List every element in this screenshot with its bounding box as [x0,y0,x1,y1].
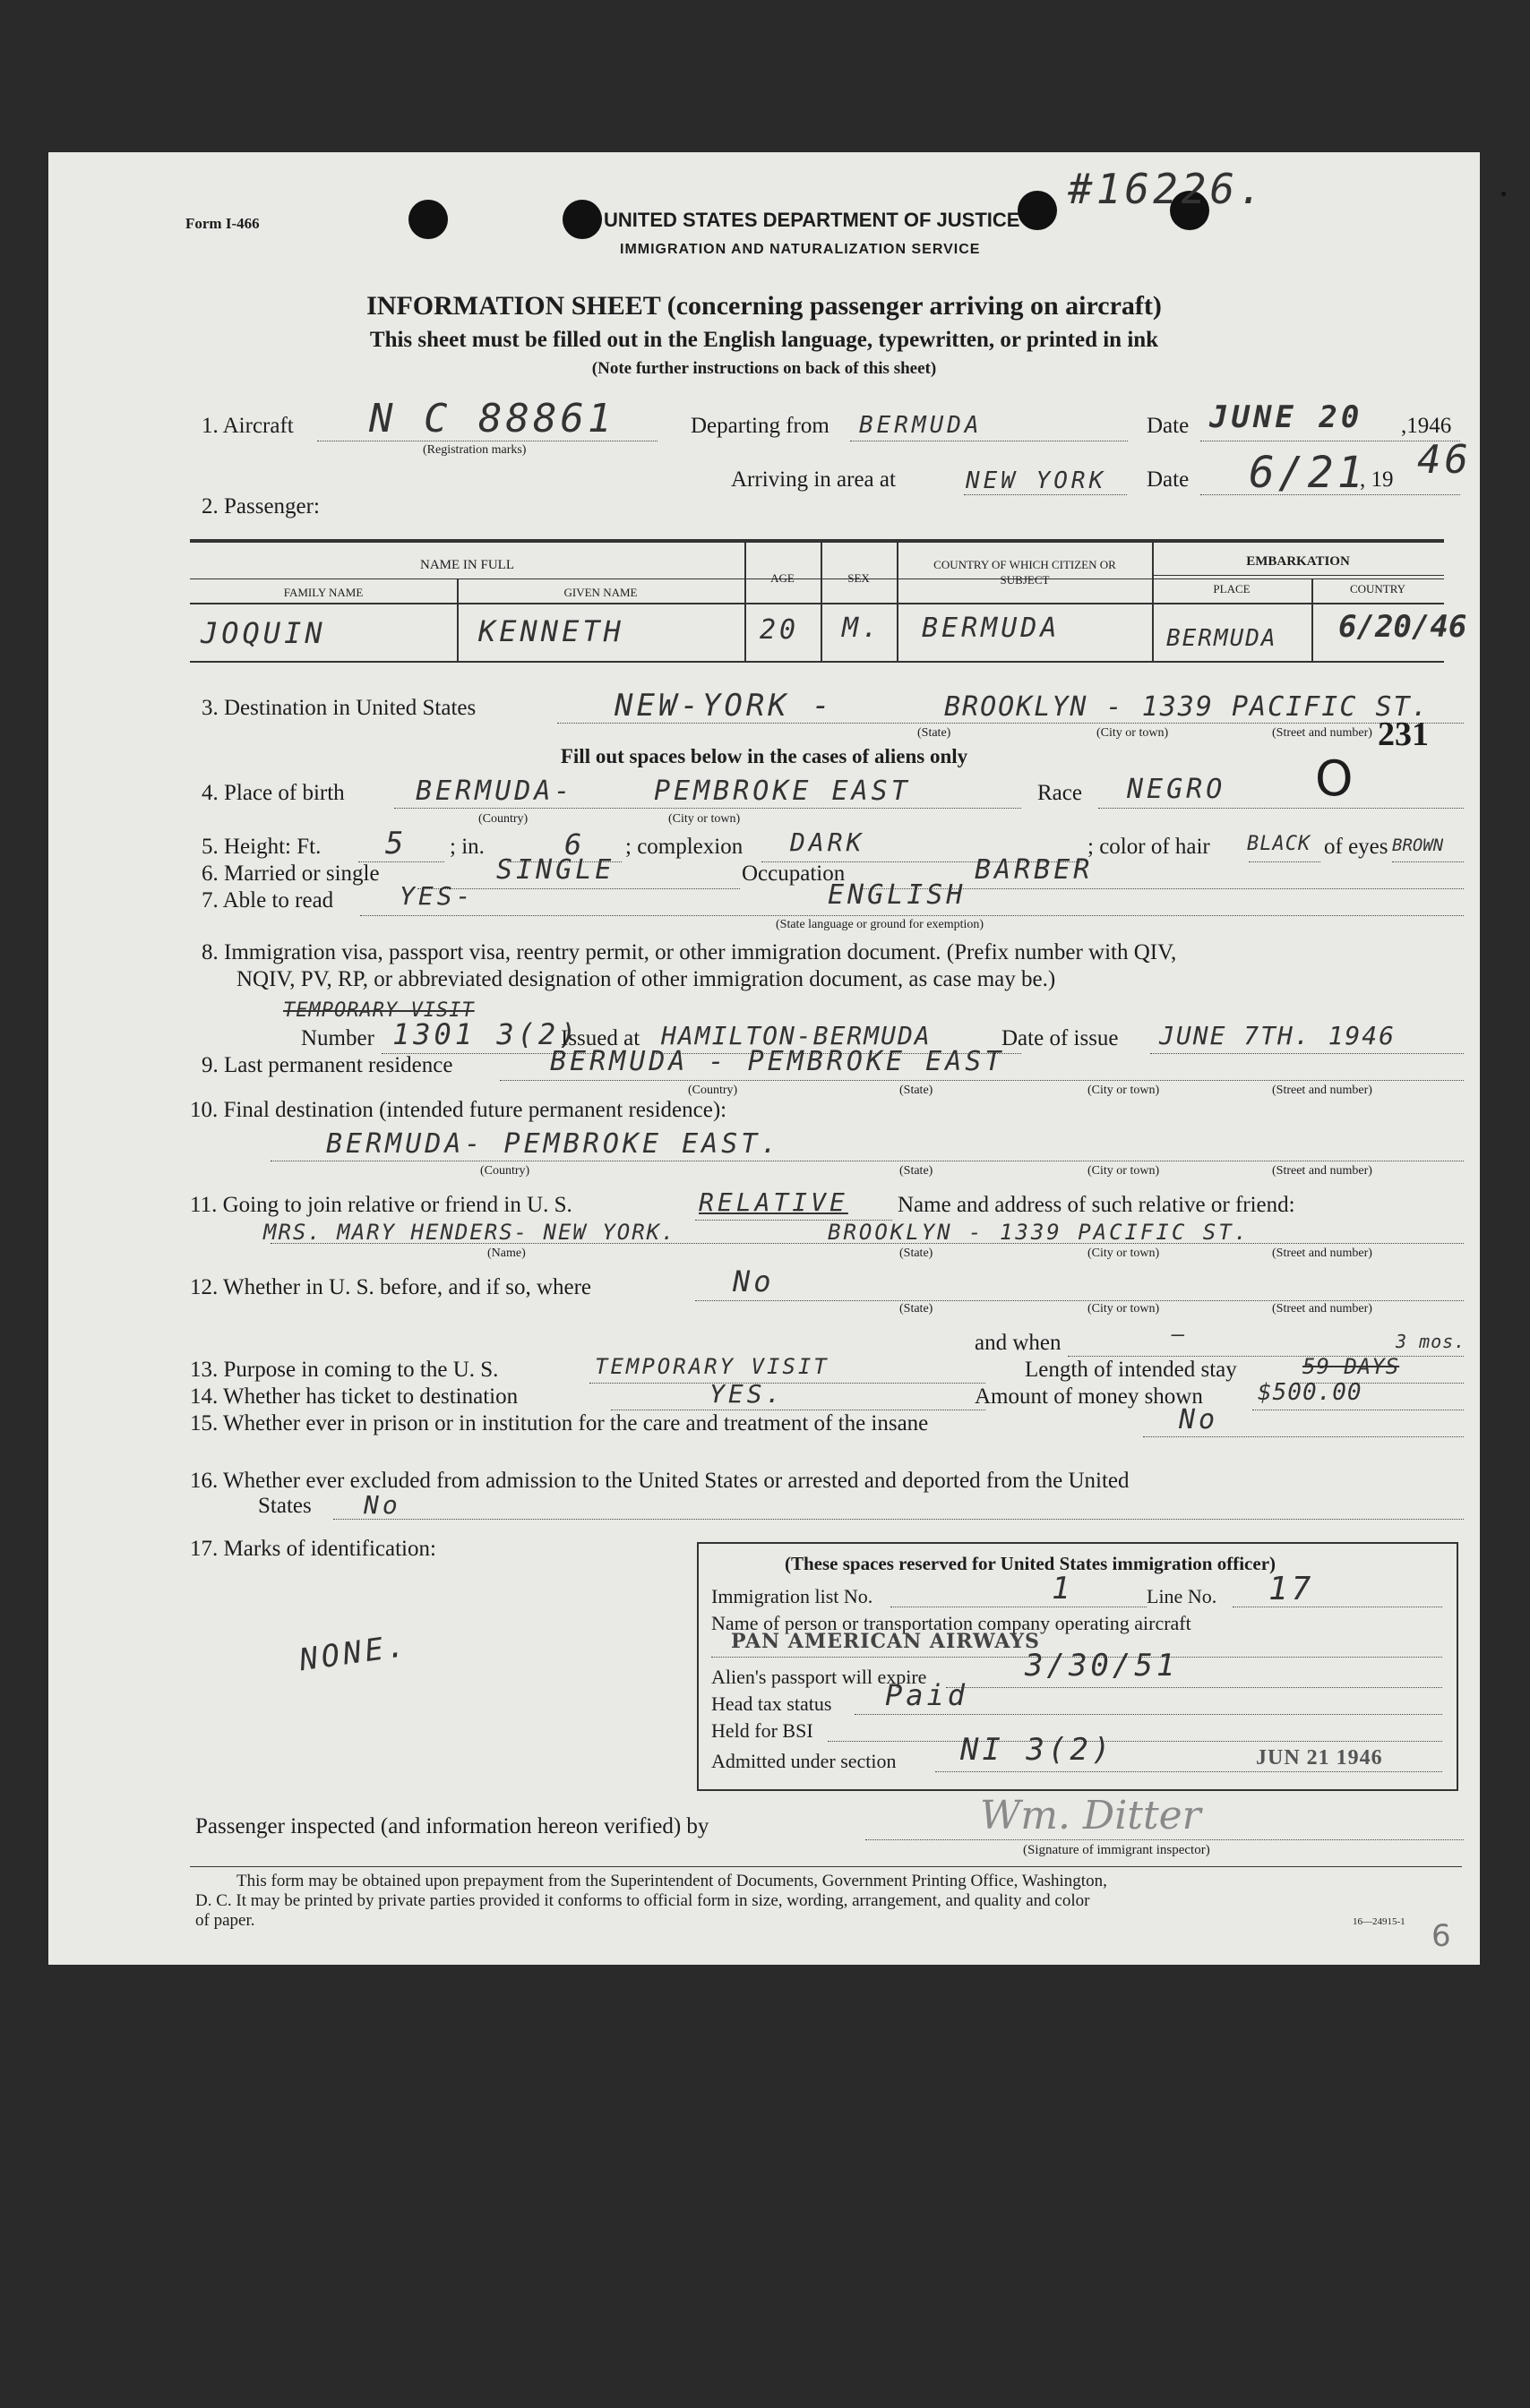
passenger-label: 2. Passenger: [202,494,320,518]
official-heading: (These spaces reserved for United States immigration officer) [785,1553,1276,1574]
embark-divider [1152,575,1444,576]
height-in: 6 [564,827,586,861]
departing-value: BERMUDA [859,412,983,439]
arr-date-year: , 19 [1360,467,1394,492]
stay-value: 59 DAYS [1302,1354,1400,1379]
residence-line [500,1080,1464,1081]
passenger-country: BERMUDA [922,613,1061,644]
complexion-label: ; complexion [625,835,744,859]
form-number: Form I-466 [185,215,260,232]
issued-value: HAMILTON-BERMUDA [661,1021,932,1050]
race-mark: O [1315,750,1354,807]
residence-value: BERMUDA - PEMBROKE EAST [550,1046,1005,1077]
cap-res-country: (Country) [688,1084,738,1097]
section-line [935,1771,1442,1772]
aircraft-label: 1. Aircraft [202,414,294,438]
race-line [1098,808,1464,809]
signature-caption: (Signature of immigrant inspector) [1023,1843,1210,1857]
form-note: (Note further instructions on back of this sheet) [591,359,937,378]
visa-number-label: Number [301,1026,374,1050]
passenger-given: KENNETH [478,614,624,648]
birth-city: PEMBROKE EAST [654,776,911,807]
col-divider [821,543,822,661]
issued-label: Issued at [561,1026,640,1050]
money-value: $500.00 [1258,1379,1362,1406]
cap-join-state: (State) [899,1247,933,1260]
when-label: and when [975,1331,1062,1355]
cap-res-street: (Street and number) [1272,1084,1372,1097]
when-value: — [1172,1322,1189,1347]
excluded-line [333,1519,1464,1520]
header-age: AGE [770,571,795,585]
before-value: No [733,1264,775,1298]
ticket-value: YES. [709,1379,785,1409]
operator-value: PAN AMERICAN AIRWAYS [731,1630,1040,1653]
arriving-label: Arriving in area at [731,467,896,492]
final-label: 10. Final destination (intended future permanent residence): [190,1098,727,1122]
cap-join-street: (Street and number) [1272,1247,1372,1260]
departing-label: Departing from [691,414,829,438]
form-subtitle: This sheet must be filled out in the English language, typewritten, or printed in ink [369,328,1159,352]
arriving-value: NEW YORK [966,467,1107,494]
cap-final-state: (State) [899,1164,933,1178]
height-in-label: ; in. [450,835,485,859]
visa-number: 1301 3(2) [392,1017,580,1051]
section-label: Admitted under section [711,1750,897,1772]
join-address: BROOKLYN - 1339 PACIFIC ST. [828,1220,1251,1245]
cap-final-city: (City or town) [1087,1164,1160,1178]
marks-value: NONE. [297,1627,411,1679]
birth-label: 4. Place of birth [202,781,345,805]
cap-join-city: (City or town) [1087,1247,1160,1260]
table-head-border [190,603,1444,604]
passenger-family: JOQUIN [201,616,326,650]
date-year: ,1946 [1401,414,1452,438]
operator-label: Name of person or transportation company operating aircraft [711,1612,1191,1634]
join-value: RELATIVE [699,1187,848,1217]
cap-before-street: (Street and number) [1272,1302,1372,1315]
purpose-line [589,1383,985,1384]
punch-hole [408,200,448,239]
arr-year-suffix: 46 [1417,437,1472,483]
read-caption: (State language or ground for exemption) [776,918,984,931]
doi-label: Date of issue [1001,1026,1119,1050]
table-bottom-border [190,661,1444,663]
complexion-value: DARK [790,827,865,857]
tax-label: Head tax status [711,1692,832,1715]
race-value: NEGRO [1127,774,1226,805]
read-label: 7. Able to read [202,888,334,913]
signature-line [865,1839,1464,1840]
marks-label: 17. Marks of identification: [190,1537,436,1561]
bsi-line [828,1741,1442,1742]
bsi-label: Held for BSI [711,1719,813,1742]
visa-label: 8. Immigration visa, passport visa, reentry permit, or other immigration document. (Prefix number with QIV, [202,940,1177,964]
punch-hole [563,200,602,239]
cap-birth-city: (City or town) [668,812,741,826]
when-line [1068,1356,1464,1357]
excluded-label-2: States [258,1494,312,1518]
line-value: 17 [1268,1571,1315,1607]
cap-res-city: (City or town) [1087,1084,1160,1097]
arr-date-label: Date [1147,467,1190,492]
cap-before-state: (State) [899,1302,933,1315]
passport-line [946,1687,1442,1688]
department-name: UNITED STATES DEPARTMENT OF JUSTICE [604,209,1020,231]
header-family: FAMILY NAME [283,586,364,599]
passenger-place: BERMUDA [1166,625,1277,652]
cap-state: (State) [917,726,951,740]
service-name: IMMIGRATION AND NATURALIZATION SERVICE [620,242,981,257]
prison-line [1143,1436,1464,1437]
header-embarkation: EMBARKATION [1246,554,1350,569]
header-name-in-full: NAME IN FULL [420,558,514,572]
hair-value: BLACK [1247,833,1311,855]
line-label: Line No. [1147,1585,1217,1607]
stay-label: Length of intended stay [1025,1358,1237,1382]
occupation-value: BARBER [975,854,1094,886]
section-stamp: JUN 21 1946 [1256,1746,1383,1770]
table-top-border [190,539,1444,543]
cap-city: (City or town) [1096,726,1169,740]
inspector-signature: Wm. Ditter [980,1793,1201,1838]
aircraft-value: N C 88861 [369,396,615,441]
race-label: Race [1037,781,1082,805]
cap-final-street: (Street and number) [1272,1164,1372,1178]
eyes-line [1392,861,1464,862]
doi-line [1150,1053,1464,1054]
col-divider [744,543,746,661]
cap-res-state: (State) [899,1084,933,1097]
col-divider [897,543,898,661]
excluded-label: 16. Whether ever excluded from admission to the United States or arrested and deported from the United [190,1469,1130,1493]
eyes-value: BROWN [1392,836,1444,855]
visa-label-2: NQIV, PV, RP, or abbreviated designation of other immigration document, as case may be.) [236,967,1056,991]
destination-state: NEW-YORK - [615,688,834,724]
list-label: Immigration list No. [711,1585,873,1607]
ticket-label: 14. Whether has ticket to destination [190,1384,519,1409]
passenger-sex: M. [842,613,882,644]
frame-dot [1501,192,1506,196]
purpose-value: TEMPORARY VISIT [595,1354,829,1379]
read-language: ENGLISH [828,879,967,911]
join-name: MRS. MARY HENDERS- NEW YORK. [263,1220,676,1245]
page-number: 6 [1431,1918,1451,1954]
arriving-line [964,494,1127,495]
hair-line [1249,861,1320,862]
header-place: PLACE [1213,582,1251,596]
destination-label: 3. Destination in United States [202,696,477,720]
read-value: YES- [400,881,475,911]
tax-value: Paid [885,1678,969,1712]
arr-date-value: 6/21 [1249,448,1367,498]
residence-label: 9. Last permanent residence [202,1053,453,1077]
prison-label: 15. Whether ever in prison or in institution for the care and treatment of the insane [190,1411,929,1435]
join-label: 11. Going to join relative or friend in U. S. [190,1193,572,1217]
header-given: GIVEN NAME [563,586,638,599]
read-line [360,915,1464,916]
occupation-label: Occupation [742,861,846,886]
final-value: BERMUDA- PEMBROKE EAST. [326,1128,781,1160]
birth-country: BERMUDA- [416,776,574,807]
date-label: Date [1147,414,1190,438]
passenger-age: 20 [760,614,800,646]
footer-text-2: D. C. It may be printed by private parties provided it conforms to official form in size, wording, arrangement, and quality and color [195,1891,1090,1910]
reg-caption: (Registration marks) [423,443,527,457]
stamp-number: 231 [1378,716,1429,753]
footer-text-3: of paper. [195,1911,255,1930]
punch-hole [1018,191,1057,230]
list-value: 1 [1052,1571,1074,1607]
height-ft: 5 [385,826,408,861]
cap-before-city: (City or town) [1087,1302,1160,1315]
married-label: 6. Married or single [202,861,380,886]
cap-final-country: (Country) [480,1164,530,1178]
footer-rule [190,1866,1462,1867]
stay-correction: 3 mos. [1396,1331,1466,1352]
destination-city: BROOKLYN - 1339 PACIFIC ST. [944,691,1430,723]
date-value: JUNE 20 [1209,399,1363,435]
prison-value: No [1179,1404,1219,1435]
section-value: NI 3(2) [960,1732,1114,1768]
eyes-label: of eyes [1324,835,1388,859]
file-number: #16226. [1068,165,1267,213]
header-sex: SEX [847,571,870,585]
height-label: 5. Height: Ft. [202,835,322,859]
header-emb-country: COUNTRY [1349,582,1406,596]
footer-code: 16—24915-1 [1353,1916,1405,1927]
before-line [695,1300,1464,1301]
join-label-2: Name and address of such relative or friend: [898,1193,1295,1217]
married-value: SINGLE [496,854,615,886]
hair-label: ; color of hair [1087,835,1210,859]
footer-text-1: This form may be obtained upon prepayment from the Superintendent of Documents, Government Printing Office, Washington, [236,1872,1107,1890]
aliens-heading: Fill out spaces below in the cases of aliens only [560,745,968,767]
cap-join-name: (Name) [487,1247,526,1260]
form-title: INFORMATION SHEET (concerning passenger arriving on aircraft) [366,291,1162,321]
form-paper [48,152,1480,1965]
header-country: COUNTRY OF WHICH CITIZEN OR SUBJECT [933,558,1116,587]
inspected-label: Passenger inspected (and information hereon verified) by [195,1814,709,1838]
purpose-label: 13. Purpose in coming to the U. S. [190,1358,499,1382]
before-label: 12. Whether in U. S. before, and if so, where [190,1275,592,1299]
cap-birth-country: (Country) [478,812,529,826]
money-label: Amount of money shown [975,1384,1203,1409]
excluded-value: No [364,1490,401,1520]
doi-value: JUNE 7TH. 1946 [1159,1021,1397,1050]
birth-line [394,808,1021,809]
passenger-emb-country: 6/20/46 [1338,609,1467,645]
visa-type: TEMPORARY VISIT [283,999,475,1022]
passport-value: 3/30/51 [1025,1648,1179,1684]
tax-line [855,1714,1442,1715]
passport-label: Alien's passport will expire [711,1666,927,1688]
cap-street: (Street and number) [1272,726,1372,740]
